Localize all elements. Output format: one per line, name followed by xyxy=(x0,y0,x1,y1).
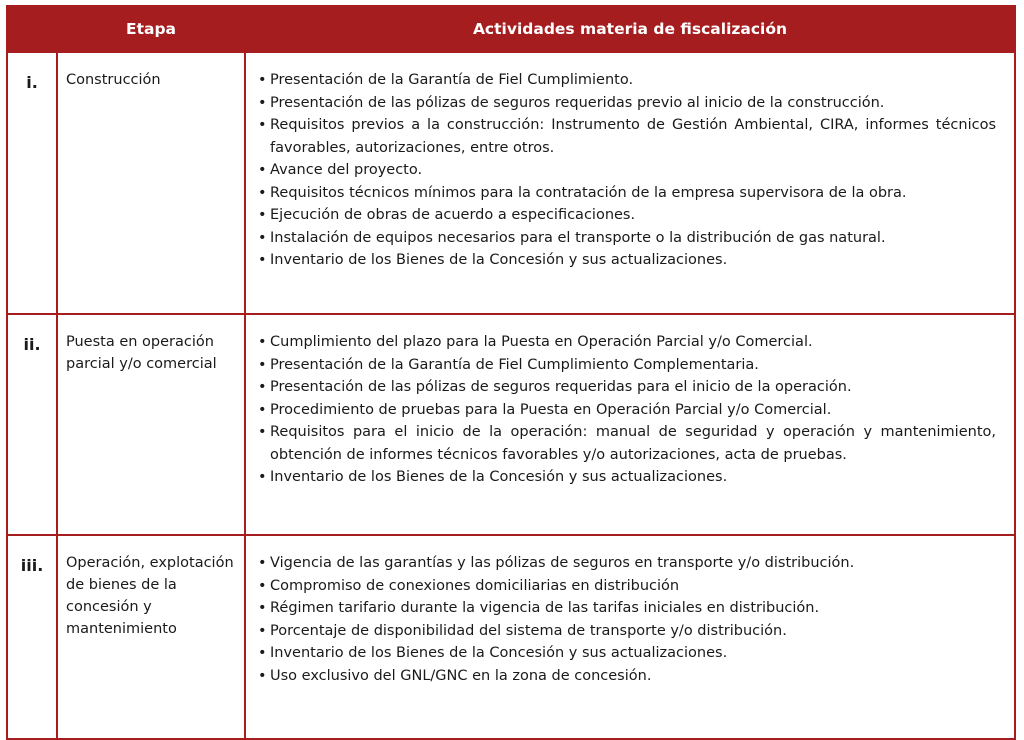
row-number: i. xyxy=(7,52,57,314)
activity-item: • Compromiso de conexiones domiciliarias en distribución xyxy=(258,575,996,598)
header-row xyxy=(7,6,1015,52)
activity-item: • Requisitos técnicos mínimos para la contratación de la empresa supervisora de la obra. xyxy=(258,182,996,205)
stage-name: Puesta en operación parcial y/o comercial xyxy=(57,314,245,535)
table-row xyxy=(7,52,1015,314)
activity-item: • Presentación de las pólizas de seguros requeridas para el inicio de la operación. xyxy=(258,376,996,399)
activity-list xyxy=(258,331,996,489)
activities-cell xyxy=(245,535,1015,739)
activities-cell xyxy=(245,314,1015,535)
stage-name: Operación, explotación de bienes de la concesión y mantenimiento xyxy=(57,535,245,739)
header-stage: Etapa xyxy=(57,6,245,52)
activity-item: • Régimen tarifario durante la vigencia de las tarifas iniciales en distribución. xyxy=(258,597,996,620)
row-number: iii. xyxy=(7,535,57,739)
activity-item: • Vigencia de las garantías y las pólizas de seguros en transporte y/o distribución. xyxy=(258,552,996,575)
activity-item: • Porcentaje de disponibilidad del sistema de transporte y/o distribución. xyxy=(258,620,996,643)
stage-name: Construcción xyxy=(57,52,245,314)
table-row xyxy=(7,535,1015,739)
activity-item: • Inventario de los Bienes de la Concesión y sus actualizaciones. xyxy=(258,466,996,489)
header-activities: Actividades materia de fiscalización xyxy=(245,6,1015,52)
row-number: ii. xyxy=(7,314,57,535)
activity-item: • Requisitos previos a la construcción: Instrumento de Gestión Ambiental, CIRA, informes técnicos favorables, autorizaciones, entre otros. xyxy=(258,114,996,159)
header-number-cell xyxy=(7,6,57,52)
activity-item: • Procedimiento de pruebas para la Puesta en Operación Parcial y/o Comercial. xyxy=(258,399,996,422)
activity-item: • Avance del proyecto. xyxy=(258,159,996,182)
activity-item: • Presentación de la Garantía de Fiel Cumplimiento Complementaria. xyxy=(258,354,996,377)
activity-list xyxy=(258,69,996,272)
activity-item: • Cumplimiento del plazo para la Puesta en Operación Parcial y/o Comercial. xyxy=(258,331,996,354)
supervision-table xyxy=(6,5,1016,740)
activity-item: • Uso exclusivo del GNL/GNC en la zona de concesión. xyxy=(258,665,996,688)
activities-cell xyxy=(245,52,1015,314)
activity-item: • Presentación de la Garantía de Fiel Cumplimiento. xyxy=(258,69,996,92)
activity-item: • Instalación de equipos necesarios para el transporte o la distribución de gas natural. xyxy=(258,227,996,250)
activity-item: • Ejecución de obras de acuerdo a especificaciones. xyxy=(258,204,996,227)
activity-list xyxy=(258,552,996,687)
activity-item: • Presentación de las pólizas de seguros requeridas previo al inicio de la construcción. xyxy=(258,92,996,115)
activity-item: • Inventario de los Bienes de la Concesión y sus actualizaciones. xyxy=(258,642,996,665)
activity-item: • Inventario de los Bienes de la Concesión y sus actualizaciones. xyxy=(258,249,996,272)
table-row xyxy=(7,314,1015,535)
activity-item: • Requisitos para el inicio de la operación: manual de seguridad y operación y mantenimiento, obtención de informes técnicos favorables y/o autorizaciones, acta de pruebas. xyxy=(258,421,996,466)
